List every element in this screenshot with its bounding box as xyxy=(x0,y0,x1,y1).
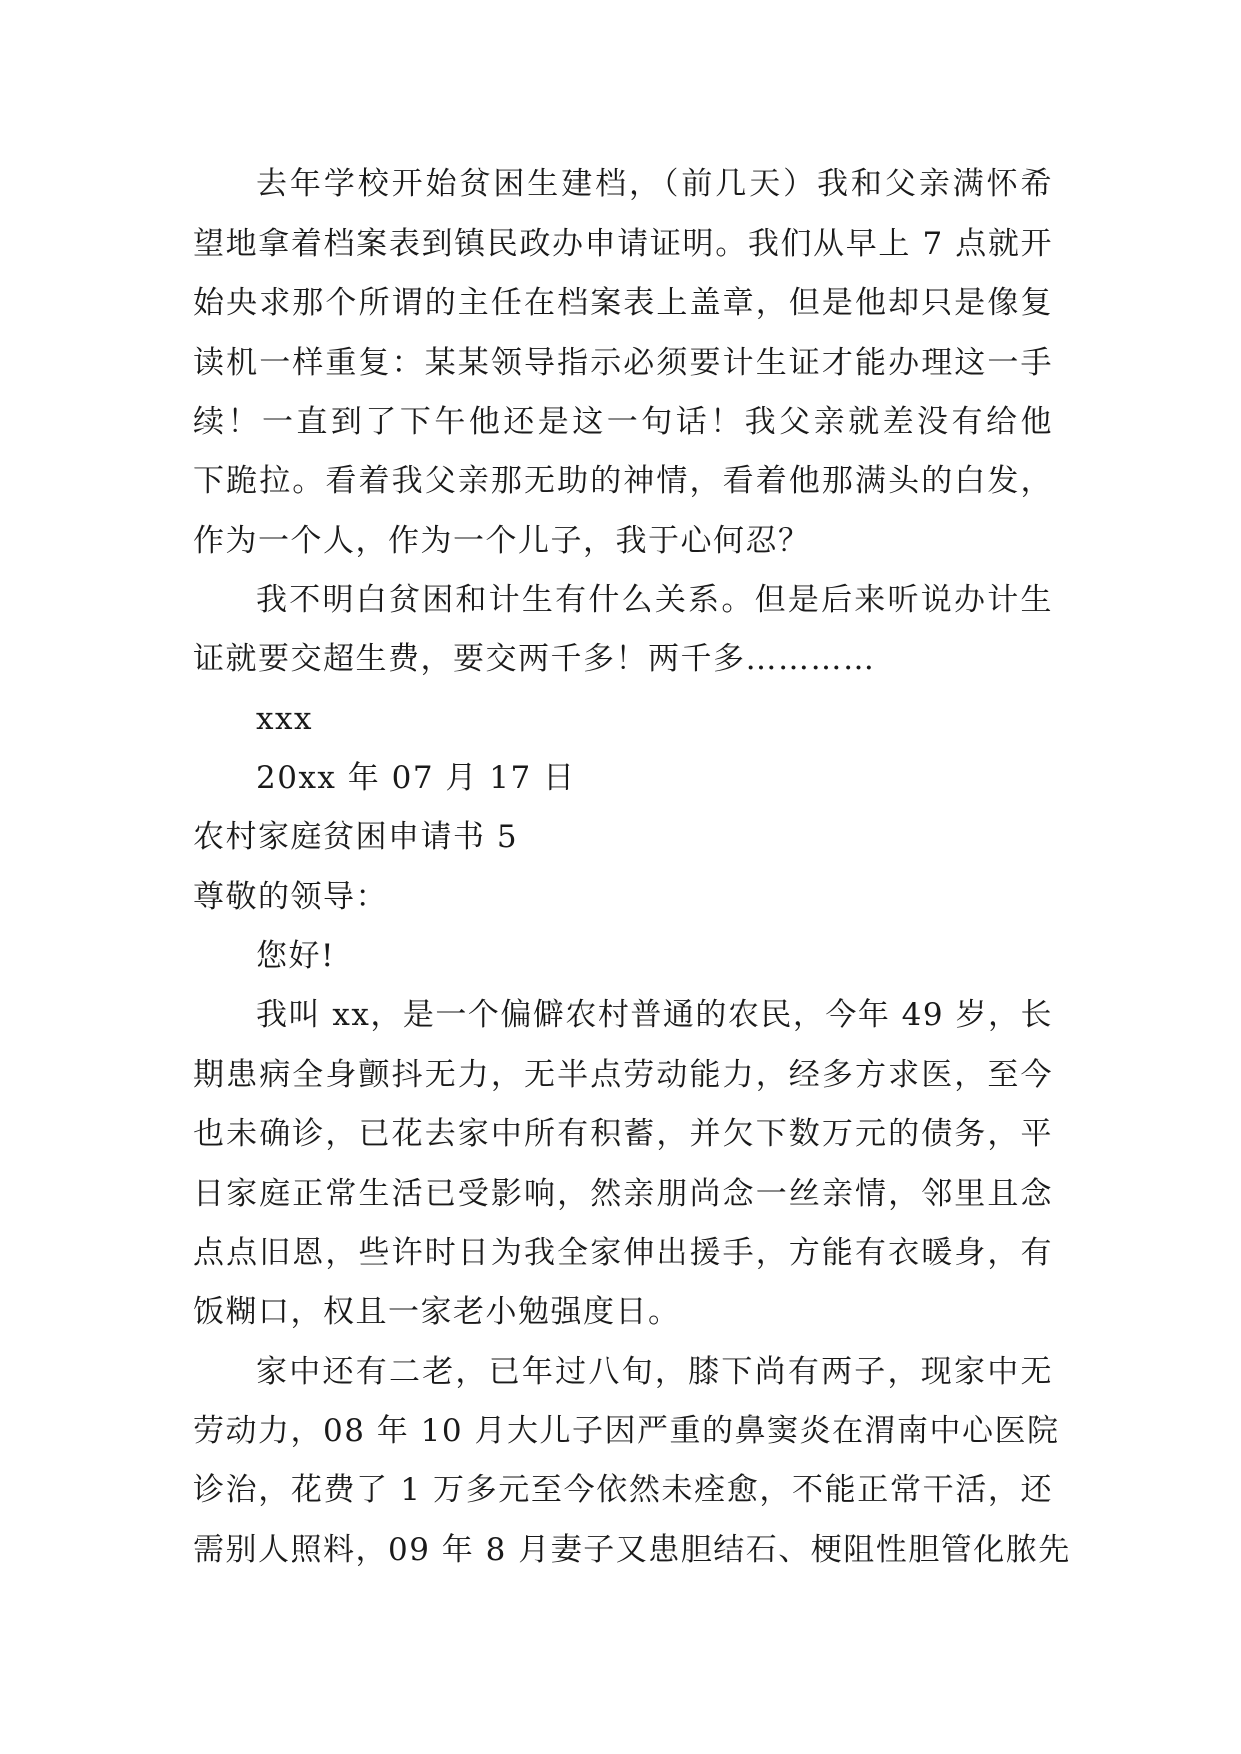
paragraph-3-line-4: 日家庭正常生活已受影响，然亲朋尚念一丝亲情，邻里且念 xyxy=(193,1176,1053,1212)
paragraph-4-line-3: 诊治，花费了 1 万多元至今依然未痊愈，不能正常干活，还 xyxy=(193,1472,1053,1508)
paragraph-1-line-3: 始央求那个所谓的主任在档案表上盖章，但是他却只是像复 xyxy=(193,285,1053,321)
signature-name: xxx xyxy=(256,701,313,737)
paragraph-2-line-1: 我不明白贫困和计生有什么关系。但是后来听说办计生 xyxy=(256,582,1053,618)
paragraph-3-line-3: 也未确诊，已花去家中所有积蓄，并欠下数万元的债务，平 xyxy=(193,1116,1053,1152)
paragraph-2-line-2: 证就要交超生费，要交两千多！两千多………… xyxy=(193,641,876,677)
paragraph-3-line-5: 点点旧恩，些许时日为我全家伸出援手，方能有衣暖身，有 xyxy=(193,1235,1053,1271)
paragraph-1-line-1: 去年学校开始贫困生建档，（前几天）我和父亲满怀希 xyxy=(256,166,1053,202)
paragraph-3-line-6: 饭糊口，权且一家老小勉强度日。 xyxy=(193,1294,681,1330)
paragraph-1-line-7: 作为一个人，作为一个儿子，我于心何忍？ xyxy=(193,523,811,559)
paragraph-1-line-2: 望地拿着档案表到镇民政办申请证明。我们从早上 7 点就开 xyxy=(193,226,1053,262)
paragraph-1-line-4: 读机一样重复：某某领导指示必须要计生证才能办理这一手 xyxy=(193,345,1053,381)
paragraph-1-line-6: 下跪拉。看着我父亲那无助的神情，看着他那满头的白发， xyxy=(193,463,1053,499)
paragraph-1-line-5: 续！一直到了下午他还是这一句话！我父亲就差没有给他 xyxy=(193,404,1053,440)
paragraph-3-line-2: 期患病全身颤抖无力，无半点劳动能力，经多方求医，至今 xyxy=(193,1057,1053,1093)
greeting: 您好! xyxy=(256,938,335,974)
salutation: 尊敬的领导： xyxy=(193,879,388,915)
section-title: 农村家庭贫困申请书 5 xyxy=(193,819,519,855)
signature-date: 20xx 年 07 月 17 日 xyxy=(256,760,576,796)
paragraph-4-line-2: 劳动力，08 年 10 月大儿子因严重的鼻窦炎在渭南中心医院 xyxy=(193,1413,1060,1449)
paragraph-4-line-4: 需别人照料，09 年 8 月妻子又患胆结石、梗阻性胆管化脓先 xyxy=(193,1532,1071,1568)
paragraph-3-line-1: 我叫 xx，是一个偏僻农村普通的农民，今年 49 岁，长 xyxy=(256,997,1053,1033)
paragraph-4-line-1: 家中还有二老，已年过八旬，膝下尚有两子，现家中无 xyxy=(256,1354,1053,1390)
